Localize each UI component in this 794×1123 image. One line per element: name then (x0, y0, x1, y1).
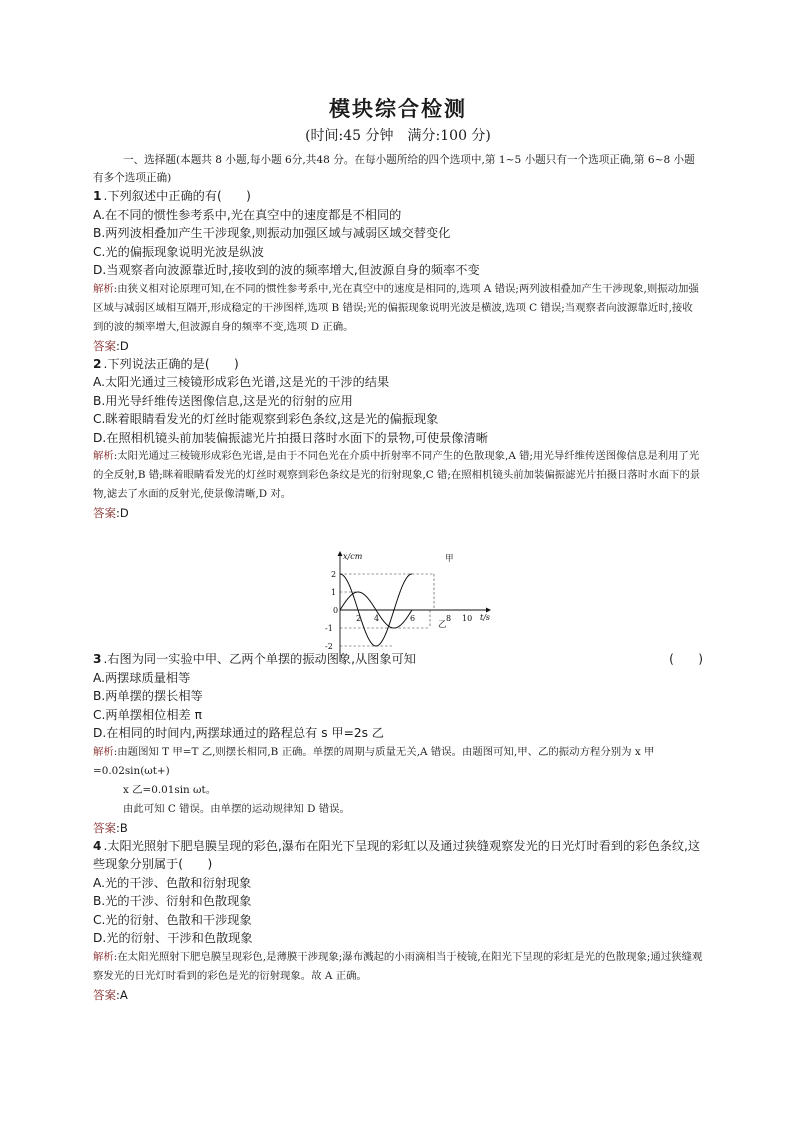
option-d: D.光的衍射、干涉和色散现象 (93, 931, 253, 945)
option-c: C.光的偏振现象说明光波是纵波 (93, 244, 264, 259)
question-3 (93, 650, 703, 837)
option-b: B.用光导纤维传送图像信息,这是光的衍射的应用 (93, 393, 353, 408)
tick-label-x: 10 (462, 614, 473, 623)
question-number: 2 (93, 356, 102, 371)
answer-value: D (119, 506, 129, 520)
option-b: B.两列波相叠加产生干涉现象,则振动加强区域与减弱区域交替变化 (93, 226, 451, 240)
analysis-text: 由题图知 T 甲=T 乙,则摆长相同,B 正确。单摆的周期与质量无关,A 错误。由题图可知,甲、乙的振动方程分别为 x 甲=0.02sin(ωt+) (93, 745, 655, 777)
question-stem (93, 187, 703, 206)
analysis-text: 在太阳光照射下肥皂膜呈现彩色,是薄膜干涉现象;瀑布溅起的小雨滴相当于棱镜,在阳光下呈现的彩虹是光的色散现象;通过狭缝观察发光的日光灯时看到的彩色是光的衍射现象。故 A 正确。 (93, 950, 703, 982)
answer: 答案:A (93, 987, 128, 1002)
tick-label-origin: 0 (333, 606, 339, 615)
option-a: A.两摆球质量相等 (93, 670, 191, 685)
option-a: A.太阳光通过三棱镜形成彩色光谱,这是光的干涉的结果 (93, 375, 390, 389)
question-stem (93, 355, 703, 374)
answer-label: 答案 (93, 820, 116, 835)
oscillation-graph (318, 548, 498, 666)
question-text: .右图为同一实验中甲、乙两个单摆的振动图象,从图象可知 (103, 652, 416, 666)
analysis-label: 解析 (93, 282, 114, 295)
analysis-label: 解析 (93, 450, 114, 462)
analysis-text: 由狭义相对论原理可知,在不同的惯性参考系中,光在真空中的速度是相同的,选项 A 错误;两列波相叠加产生干涉现象,则振动加强区域与减弱区域相互隔开,形成稳定的干涉图样,选项 B 错误;光的偏振现象说明光波是横波,选项 C 错误;当观察者向波源靠近时,接收到的波的频率增大,但波源自身的频率不变,选项 D 正确。 (93, 282, 699, 333)
answer-bracket: ( ) (669, 652, 703, 666)
option-c: C.眯着眼睛看发光的灯丝时能观察到彩色条纹,这是光的偏振现象 (93, 412, 439, 426)
option-a: A.光的干涉、色散和衍射现象 (93, 875, 252, 890)
analysis: 解析:太阳光通过三棱镜形成彩色光谱,是由于不同色光在介质中折射率不同产生的色散现象,A 错;用光导纤维传送图像信息是利用了光的全反射,B 错;眯着眼睛看发光的灯丝时观察到彩色条纹是光的衍射现象,C 错;在照相机镜头前加装偏振滤光片拍摄日落时水面下的景物,滤去了水面的反射光,使景像清晰,D 对。 (93, 450, 701, 500)
answer-value: A (119, 987, 128, 1002)
question-number: 4 (93, 838, 102, 853)
analysis: 解析:在太阳光照射下肥皂膜呈现彩色,是薄膜干涉现象;瀑布溅起的小雨滴相当于棱镜,在阳光下呈现的彩虹是光的色散现象;通过狭缝观察发光的日光灯时看到的彩色是光的衍射现象。故 A 正确。 (93, 950, 703, 982)
option-d: D.在相同的时间内,两摆球通过的路程总有 s 甲=2s 乙 (93, 726, 384, 740)
option-c: C.光的衍射、色散和干涉现象 (93, 912, 252, 927)
tick-label-y: 1 (331, 588, 337, 597)
question-text: .下列说法正确的是( ) (103, 356, 239, 371)
page-subtitle: (时间:45 分钟 满分:100 分) (305, 128, 491, 144)
analysis: 解析:由题图知 T 甲=T 乙,则摆长相同,B 正确。单摆的周期与质量无关,A 错误。由题图可知,甲、乙的振动方程分别为 x 甲=0.02sin(ωt+) (93, 745, 655, 777)
analysis-label: 解析 (93, 950, 114, 963)
y-axis-label: x/cm (343, 552, 363, 561)
option-b: B.光的干涉、衍射和色散现象 (93, 894, 252, 908)
analysis-label: 解析 (93, 745, 114, 758)
analysis: 解析:由狭义相对论原理可知,在不同的惯性参考系中,光在真空中的速度是相同的,选项 A 错误;两列波相叠加产生干涉现象,则振动加强区域与减弱区域相互隔开,形成稳定的干涉图样,选项 B 错误;光的偏振现象说明光波是横波,选项 C 错误;当观察者向波源靠近时,接收到的波的频率增大,但波源自身的频率不变,选项 D 正确。 (93, 282, 699, 333)
x-axis-arrow (486, 608, 491, 613)
tick-label-x: 6 (410, 614, 416, 623)
option-b: B.两单摆的摆长相等 (93, 689, 203, 703)
question-stem (93, 837, 703, 874)
option-c: C.两单摆相位相差 π (93, 707, 202, 722)
answer-value: D (119, 338, 129, 353)
analysis-text: 太阳光通过三棱镜形成彩色光谱,是由于不同色光在介质中折射率不同产生的色散现象,A 错;用光导纤维传送图像信息是利用了光的全反射,B 错;眯着眼睛看发光的灯丝时观察到彩色条纹是光的衍射现象,C 错;在照相机镜头前加装偏振滤光片拍摄日落时水面下的景物,滤去了水面的反射光,使景像清晰,D 对。 (93, 450, 701, 500)
series-label-jia: 甲 (445, 554, 454, 564)
tick-label-y: -1 (325, 624, 333, 633)
option-d: D.当观察者向波源靠近时,接收到的波的频率增大,但波源自身的频率不变 (93, 263, 480, 277)
answer-value: B (119, 820, 128, 835)
question-text: .下列叙述中正确的有( ) (103, 189, 251, 203)
answer: 答案:D (93, 506, 129, 520)
analysis-line: 由此可知 C 错误。由单摆的运动规律知 D 错误。 (123, 802, 350, 815)
tick-label-x: 4 (374, 614, 380, 623)
answer-label: 答案 (93, 338, 116, 353)
tick-label-y: -2 (325, 642, 333, 651)
page-title: 模块综合检测 (329, 97, 467, 121)
question-number: 1 (93, 189, 102, 203)
option-a: A.在不同的惯性参考系中,光在真空中的速度都是不相同的 (93, 207, 402, 222)
answer: 答案:D (93, 338, 129, 353)
question-text: .太阳光照射下肥皂膜呈现的彩色,瀑布在阳光下呈现的彩虹以及通过狭缝观察发光的日光灯时看到的彩色条纹,这些现象分别属于( ) (93, 838, 701, 871)
tick-label-x: 2 (356, 614, 362, 623)
analysis-line: x 乙=0.01sin ωt。 (123, 783, 217, 796)
question-4 (93, 837, 703, 1004)
answer-label: 答案 (93, 506, 116, 520)
y-axis-arrow (338, 551, 343, 556)
tick-label-x: 8 (446, 614, 452, 623)
tick-label-y: 2 (331, 570, 337, 579)
section-intro: 一、选择题(本题共 8 小题,每小题 6分,共48 分。在每小题所给的四个选项中,第 1~5 小题只有一个选项正确,第 6~8 小题有多个选项正确) (93, 154, 695, 184)
question-2 (93, 355, 703, 523)
question-number: 3 (93, 652, 102, 666)
answer-label: 答案 (93, 987, 116, 1002)
answer: 答案:B (93, 820, 128, 835)
question-1 (93, 187, 703, 355)
x-axis-label: t/s (480, 613, 491, 622)
option-d: D.在照相机镜头前加装偏振滤光片拍摄日落时水面下的景物,可使景像清晰 (93, 430, 488, 445)
series-label-yi: 乙 (438, 620, 447, 630)
